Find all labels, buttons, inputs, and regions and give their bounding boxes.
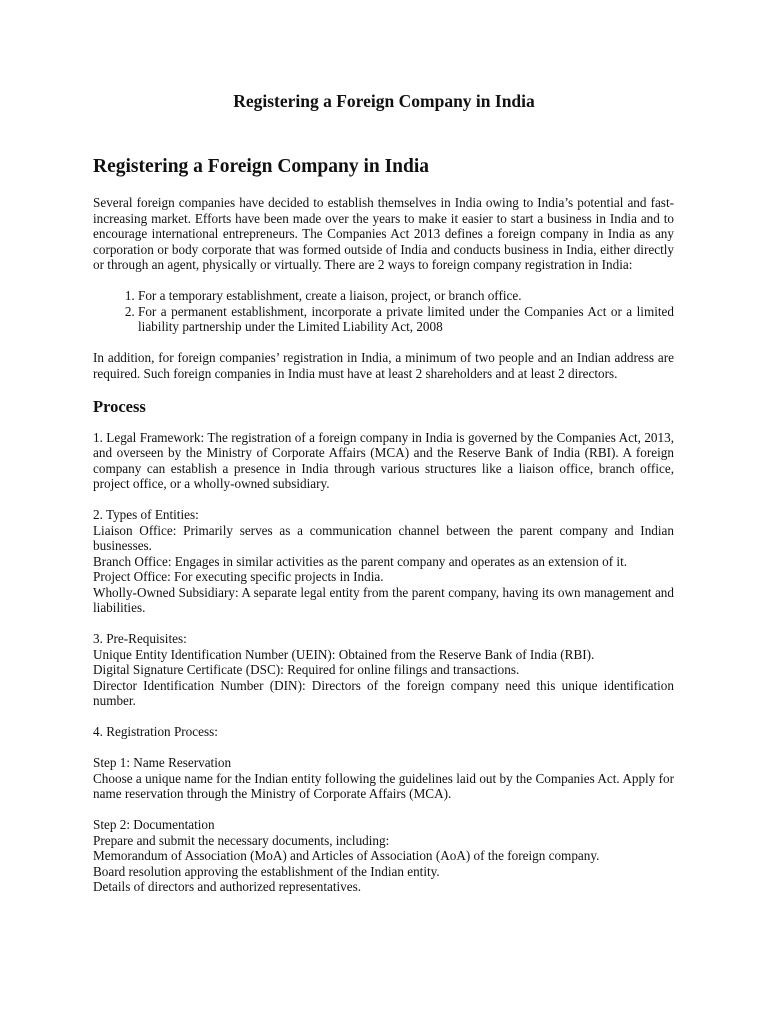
intro-paragraph: Several foreign companies have decided to establish themselves in India owing to India’s potential and fast-increasing market. Efforts have been made over the years to make it easier to start a business in India and to encourage international entrepreneurs. The Companies Act 2013 defines a foreign company in India as any corporation or body corporate that was formed outside of India and conducts business in India, either directly or through an agent, physically or virtually. There are 2 ways to foreign company registration in India: — [93, 195, 674, 272]
entity-type-line: Project Office: For executing specific projects in India. — [93, 569, 384, 584]
entity-type-line: Branch Office: Engages in similar activities as the parent company and operates as an extension of it. — [93, 553, 628, 569]
step-2-line: Board resolution approving the establishment of the Indian entity. — [93, 863, 440, 879]
step-1-section — [93, 755, 674, 802]
prereq-line: Digital Signature Certificate (DSC): Required for online filings and transactions. — [93, 662, 520, 677]
step-2-line: Prepare and submit the necessary documents, including: — [93, 832, 390, 848]
process-heading: Process — [93, 396, 146, 416]
types-heading: 2. Types of Entities: — [93, 507, 199, 522]
page-header-title: Registering a Foreign Company in India — [233, 91, 535, 111]
list-item: 1. For a temporary establishment, create a liaison, project, or branch office. — [138, 288, 674, 304]
addition-paragraph: In addition, for foreign companies’ registration in India, a minimum of two people and an Indian address are required. Such foreign companies in India must have at least 2 shareholders and at least 2 directors. — [93, 350, 674, 381]
document-body — [93, 155, 674, 910]
step-2-section — [93, 817, 674, 895]
entity-type-line: Liaison Office: Primarily serves as a communication channel between the parent company and Indian businesses. — [93, 522, 674, 553]
step-2-line: Memorandum of Association (MoA) and Articles of Association (AoA) of the foreign company. — [93, 848, 600, 863]
step-1-heading: Step 1: Name Reservation — [93, 755, 232, 770]
step-1-text: Choose a unique name for the Indian entity following the guidelines laid out by the Companies Act. Apply for name reservation through the Ministry of Corporate Affairs (MCA). — [93, 770, 674, 801]
entity-type-line: Wholly-Owned Subsidiary: A separate legal entity from the parent company, having its own management and liabilities. — [93, 584, 674, 615]
legal-framework-paragraph: 1. Legal Framework: The registration of a foreign company in India is governed by the Companies Act, 2013, and overseen by the Ministry of Corporate Affairs (MCA) and the Reserve Bank of India (RBI). A foreign company can establish a presence in India through various structures like a liaison office, branch office, project office, or a wholly-owned subsidiary. — [93, 429, 674, 491]
registration-process-heading-block — [93, 724, 674, 740]
registration-ways-list — [93, 288, 674, 335]
prereq-line: Unique Entity Identification Number (UEIN): Obtained from the Reserve Bank of India (RBI). — [93, 646, 595, 662]
prereq-heading: 3. Pre-Requisites: — [93, 631, 187, 646]
prereq-line: Director Identification Number (DIN): Directors of the foreign company need this unique identification number. — [93, 677, 674, 708]
article-heading: Registering a Foreign Company in India — [93, 156, 430, 177]
pre-requisites-section — [93, 631, 674, 709]
step-2-line: Details of directors and authorized representatives. — [93, 879, 362, 894]
step-2-heading: Step 2: Documentation — [93, 817, 215, 832]
registration-heading: 4. Registration Process: — [93, 724, 218, 739]
types-of-entities-section — [93, 507, 674, 616]
list-item: 2. For a permanent establishment, incorporate a private limited under the Companies Act or a limited liability partnership under the Limited Liability Act, 2008 — [138, 304, 674, 335]
